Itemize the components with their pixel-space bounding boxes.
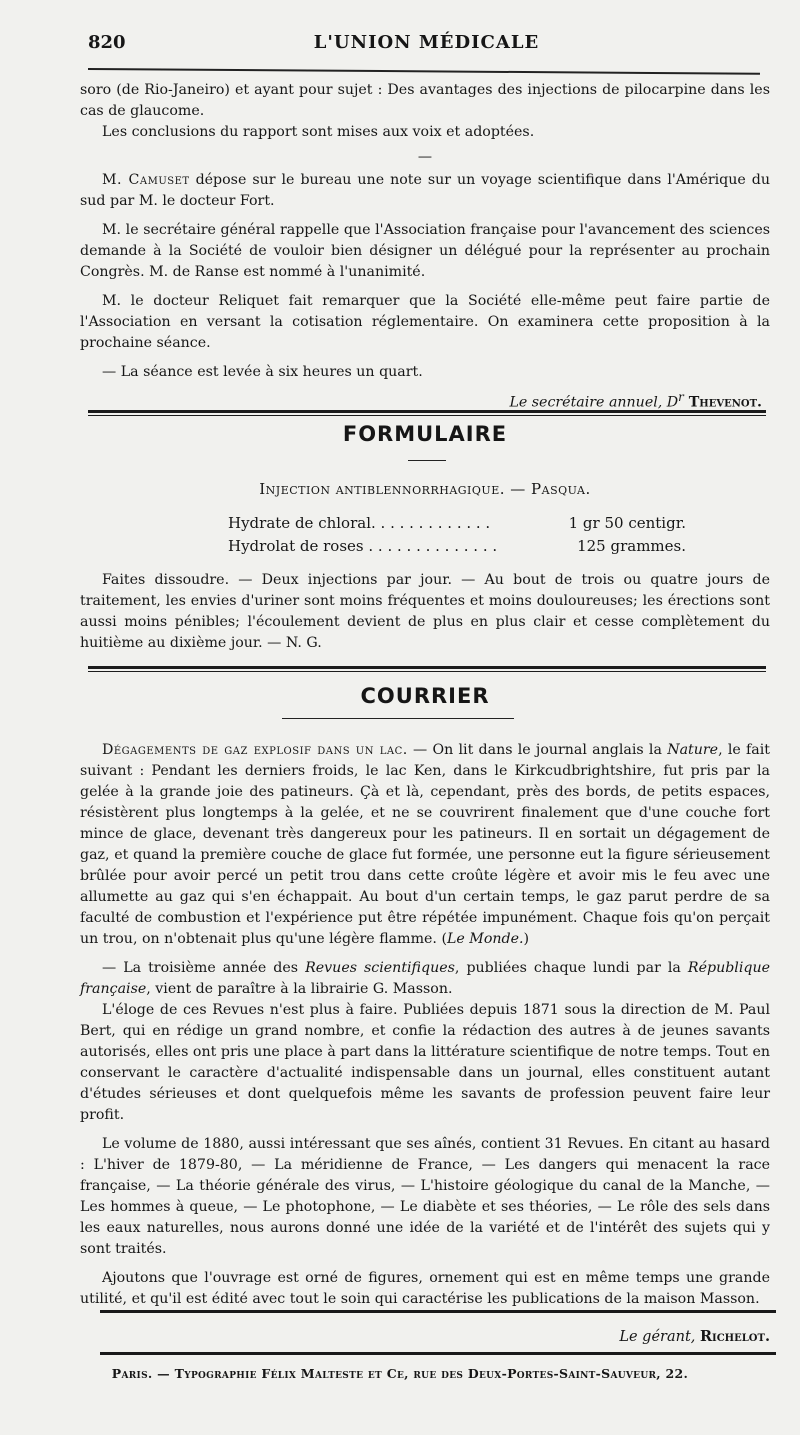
section-divider: [88, 666, 766, 672]
proceedings-paragraph: Les conclusions du rapport sont mises aux voix et adoptées.: [102, 124, 535, 140]
courrier-paragraph: Le volume de 1880, aussi intéressant que ses aînés, contient 31 Revues. En citant au hasard : L'hiver de 1879-80, — La méridienne de France, — Les dangers qui menacent la race française, — La théorie générale des virus, — L'histoire géologique du canal de la Manche, — Les hommes à queue, — Le photophone, — Le diabète et ses théories, — Le rôle des sels dans les eaux naturelles, nous aurons donné une idée de la variété et de l'intérêt des sujets qui y sont traités.: [80, 1136, 770, 1257]
publication-name: Revues scientifiques: [305, 960, 455, 976]
page-number: 820: [88, 32, 126, 53]
paragraph-text: — La troisième année des: [102, 960, 306, 976]
paragraph-text: — On lit dans le journal anglais la: [407, 742, 668, 758]
ingredient-name: Hydrate de chloral. . . . . . . . . . . . .: [228, 514, 491, 532]
printer-imprint: Paris. — Typographie Félix Malteste et Ce, rue des Deux-Portes-Saint-Sauveur, 22.: [111, 1366, 689, 1381]
courrier-heading: COURRIER: [360, 684, 490, 708]
formula-text: Faites dissoudre. — Deux injections par jour. — Au bout de trois ou quatre jours de traitement, les envies d'uriner sont moins fréquentes et moins douloureuses; les érections sont aussi moins pénibles; l'écoulement devient de plus en plus clair et cesse complètement du huitième au dixième jour. — N. G.: [80, 572, 770, 651]
gerant-name: Richelot.: [700, 1328, 770, 1345]
separator-dash: —: [417, 149, 433, 165]
paragraph-text: , vient de paraître à la librairie G. Masson.: [146, 981, 453, 997]
formula-row: [228, 512, 686, 535]
courrier-paragraph: [80, 958, 770, 1000]
signature-name: Thevenot.: [683, 394, 762, 411]
closing-rule: [100, 1310, 776, 1313]
source-name: Le Monde.: [446, 931, 524, 947]
paragraph-text: , publiées chaque lundi par la: [454, 960, 688, 976]
proceedings-paragraph: — La séance est levée à six heures un quart.: [102, 364, 423, 380]
courrier-heading-wrap: [80, 684, 770, 714]
ingredient-name: Hydrolat de roses . . . . . . . . . . . . . .: [228, 537, 498, 555]
signature-sup: r: [678, 390, 684, 404]
courrier-section: [80, 740, 770, 1310]
heading-underline: [408, 460, 446, 461]
courrier-paragraph: [80, 740, 770, 950]
imprint-rule: [100, 1352, 776, 1355]
journal-name: Nature: [667, 742, 719, 758]
courrier-paragraph: L'éloge de ces Revues n'est plus à faire. Publiées depuis 1871 sous la direction de M. Paul Bert, qui en rédige un grand nombre, et confie la rédaction des autres à de jeunes savants autorisés, elles ont pris une place à part dans la littérature scientifique de notre temps. Tout en conservant le caractère d'actualité indispensable dans un journal, elles constituent autant d'études sérieuses et dont quelquefois même les savants de profession peuvent faire leur profit.: [80, 1002, 770, 1123]
formula-title: Injection antiblennorrhagique. — Pasqua.: [259, 480, 591, 498]
running-head: [88, 32, 765, 58]
journal-title: L'UNION MÉDICALE: [313, 32, 540, 53]
formula-instructions: [80, 570, 770, 654]
signature-prefix: Le secrétaire annuel, D: [509, 394, 679, 411]
item-lead: Dégagements de gaz explosif dans un lac.: [102, 742, 408, 758]
formulaire-heading-wrap: [80, 422, 770, 452]
formula-row: [228, 535, 686, 558]
ingredient-dose: 1 gr 50 centigr.: [568, 514, 686, 532]
ingredient-dose: 125 grammes.: [577, 537, 686, 555]
proceedings-paragraph: M. le docteur Reliquet fait remarquer que la Société elle-même peut faire partie de l'Association en versant la cotisation réglementaire. On examinera cette proposition à la prochaine séance.: [80, 293, 770, 351]
paragraph-text: dépose sur le bureau une note sur un voyage scientifique dans l'Amérique du sud par M. le docteur Fort.: [80, 172, 770, 209]
paragraph-text: ): [523, 931, 530, 947]
gerant-signature: [80, 1328, 770, 1345]
speaker-name: M. Camuset: [102, 172, 190, 188]
courrier-paragraph: Ajoutons que l'ouvrage est orné de figures, ornement qui est en même temps une grande utilité, et qu'il est édité avec tout le soin qui caractérise les publications de la maison Masson.: [80, 1270, 770, 1307]
heading-underline: [282, 718, 514, 719]
proceedings-paragraph: M. le secrétaire général rappelle que l'Association française pour l'avancement des sciences demande à la Société de vouloir bien désigner un délégué pour la représenter au prochain Congrès. M. de Ranse est nommé à l'unanimité.: [80, 222, 770, 280]
proceedings-section: [80, 80, 770, 414]
formulaire-heading: FORMULAIRE: [342, 422, 508, 446]
gerant-label: Le gérant,: [619, 1329, 700, 1345]
proceedings-paragraph: [80, 170, 770, 212]
proceedings-paragraph: soro (de Rio-Janeiro) et ayant pour sujet : Des avantages des injections de pilocarpine dans les cas de glaucome.: [80, 82, 770, 119]
formula-ingredients: [228, 512, 686, 558]
paragraph-text: , le fait suivant : Pendant les derniers froids, le lac Ken, dans le Kirkcudbrightshire, fut pris par la gelée à la grande joie des patineurs. Çà et là, cependant, près des bords, de petits espaces, résistèrent plus longtemps à la gelée, et ne se couvrirent finalement que d'une couche fort mince de glace, devenant très dangereux pour les patineurs. Il en sortait un dégagement de gaz, et quand la première couche de glace fut formée, une personne eut la figure sérieusement brûlée pour avoir percé un petit trou dans cette croûte légère et avoir mis le feu avec une allumette au gaz qui s'en échappait. Au bout d'un certain temps, le gaz parut perdre de sa faculté de combustion et l'expérience put être répétée impunément. Chaque fois qu'on perçait un trou, on n'obtenait plus qu'une légère flamme. (: [80, 742, 770, 947]
newspaper-name: République française: [80, 960, 770, 997]
header-rule: [88, 68, 760, 75]
section-divider: [88, 410, 766, 416]
